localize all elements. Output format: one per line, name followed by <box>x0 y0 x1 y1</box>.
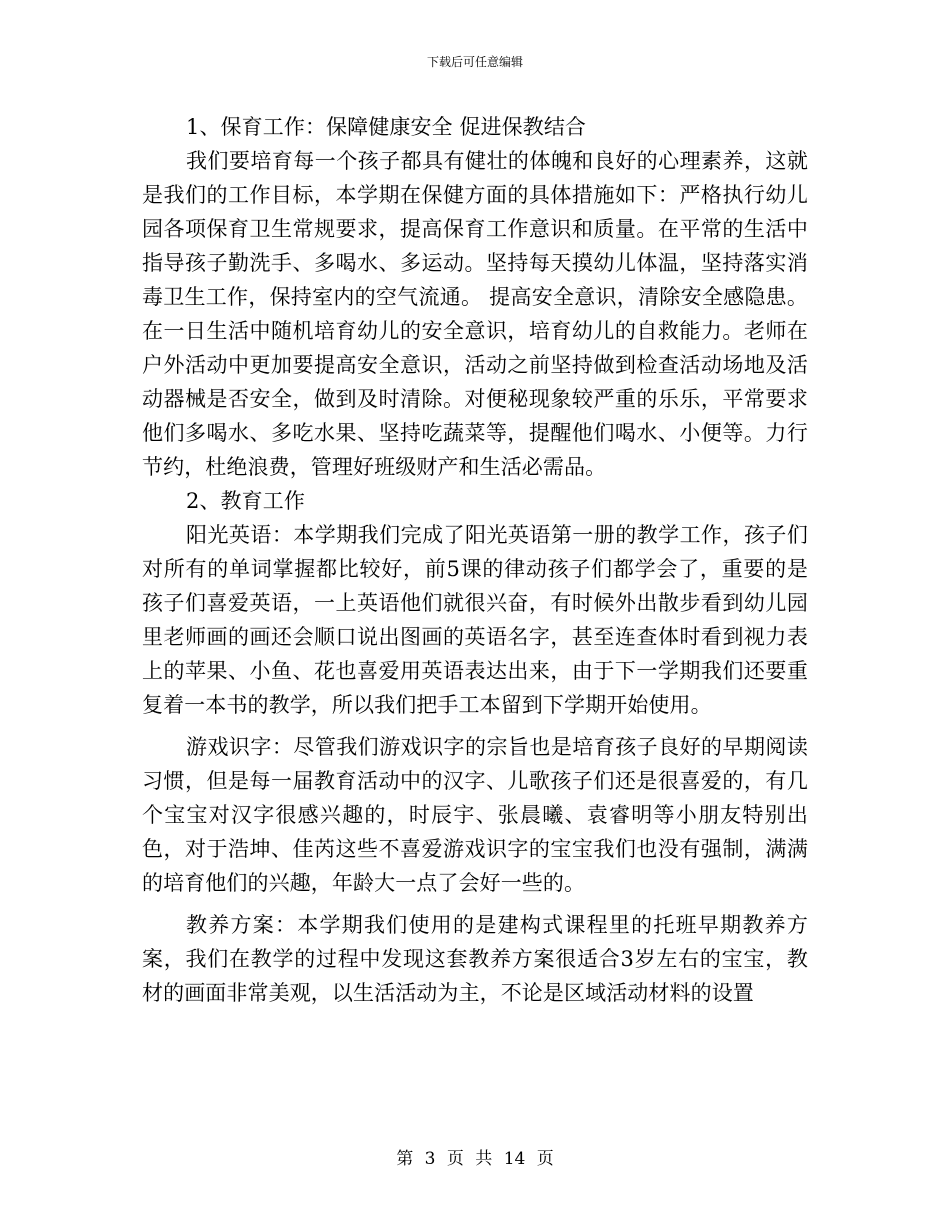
paragraph-care-details: 我们要培育每一个孩子都具有健壮的体魄和良好的心理素养，这就是我们的工作目标，本学期在保健方面的具体措施如下：严格执行幼儿园各项保育卫生常规要求，提高保育工作意识和质量。在平常的生活中指导孩子勤洗手、多喝水、多运动。坚持每天摸幼儿体温，坚持落实消毒卫生工作，保持室内的空气流通。 提高安全意识，清除安全感隐患。在一日生活中随机培育幼儿的安全意识，培育幼儿的自救能力。老师在户外活动中更加要提高安全意识，活动之前坚持做到检查活动场地及活动器械是否安全，做到及时清除。对便秘现象较严重的乐乐，平常要求他们多喝水、多吃水果、坚持吃蔬菜等，提醒他们喝水、小便等。力行节约，杜绝浪费，管理好班级财产和生活必需品。 <box>142 149 808 479</box>
section-heading-care: 1、保育工作：保障健康安全 促进保教结合 <box>186 115 587 139</box>
document-body <box>142 110 808 1010</box>
page-header: 下载后可任意编辑 <box>426 55 523 69</box>
page-footer: 第 3 页 共 14 页 <box>396 1149 554 1169</box>
section-heading-education: 2、教育工作 <box>186 489 305 513</box>
paragraph-teaching-plan: 教养方案：本学期我们使用的是建构式课程里的托班早期教养方案，我们在教学的过程中发现这套教养方案很适合3岁左右的宝宝，教材的画面非常美观，以生活活动为主，不论是区域活动材料的设置 <box>142 913 808 1005</box>
paragraph-game-literacy: 游戏识字：尽管我们游戏识字的宗旨也是培育孩子良好的早期阅读习惯，但是每一届教育活动中的汉字、儿歌孩子们还是很喜爱的，有几个宝宝对汉字很感兴趣的，时辰宇、张晨曦、袁睿明等小朋友特别出色，对于浩坤、佳芮这些不喜爱游戏识字的宝宝我们也没有强制，满满的培育他们的兴趣，年龄大一点了会好一些的。 <box>142 735 808 895</box>
paragraph-sunshine-english: 阳光英语：本学期我们完成了阳光英语第一册的教学工作，孩子们对所有的单词掌握都比较好，前5课的律动孩子们都学会了，重要的是孩子们喜爱英语，一上英语他们就很兴奋，有时候外出散步看到幼儿园里老师画的画还会顺口说出图画的英语名字，甚至连查体时看到视力表上的苹果、小鱼、花也喜爱用英语表达出来，由于下一学期我们还要重复着一本书的教学，所以我们把手工本留到下学期开始使用。 <box>142 523 808 717</box>
